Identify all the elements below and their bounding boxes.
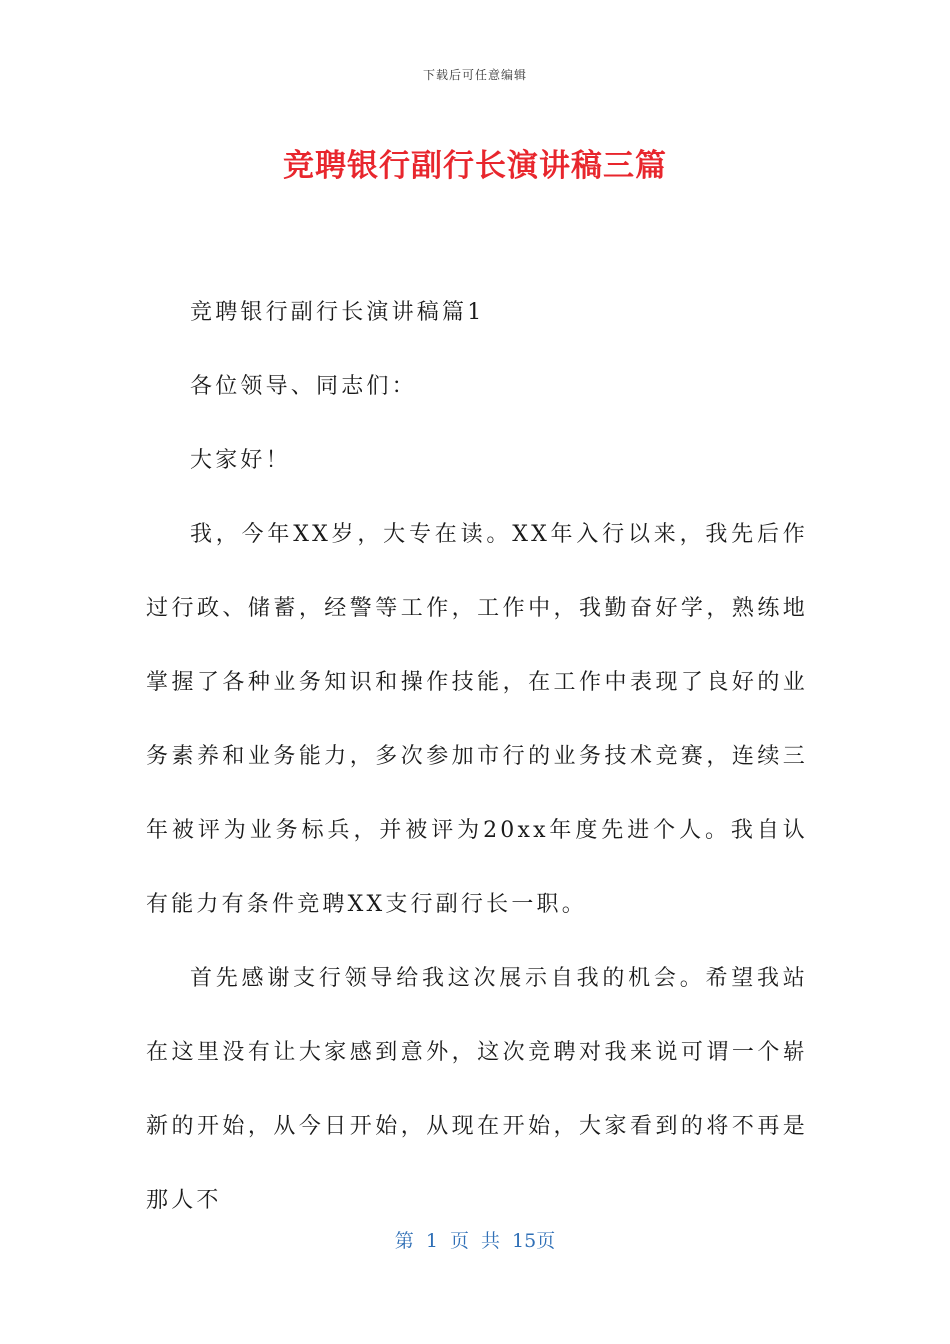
body-paragraph: 首先感谢支行领导给我这次展示自我的机会。希望我站在这里没有让大家感到意外，这次竞聘对我来说可谓一个崭新的开始，从今日开始，从现在开始，大家看到的将不再是那人不: [146, 966, 808, 1213]
page-number: 第 1 页 共 15页: [394, 1230, 556, 1252]
salutation: 各位领导、同志们：: [190, 374, 417, 399]
document-title: 竞聘银行副行长演讲稿三篇: [283, 148, 667, 184]
section-heading: 竞聘银行副行长演讲稿篇1: [190, 300, 485, 325]
body-paragraph: 我，今年XX岁，大专在读。XX年入行以来，我先后作过行政、储蓄，经警等工作，工作中，我勤奋好学，熟练地掌握了各种业务知识和操作技能，在工作中表现了良好的业务素养和业务能力，多次参加市行的业务技术竞赛，连续三年被评为业务标兵，并被评为20xx年度先进个人。我自认有能力有条件竞聘XX支行副行长一职。: [146, 522, 808, 917]
greeting: 大家好！: [190, 448, 291, 473]
document-body: [146, 276, 808, 1238]
header-note: 下载后可任意编辑: [422, 68, 527, 82]
